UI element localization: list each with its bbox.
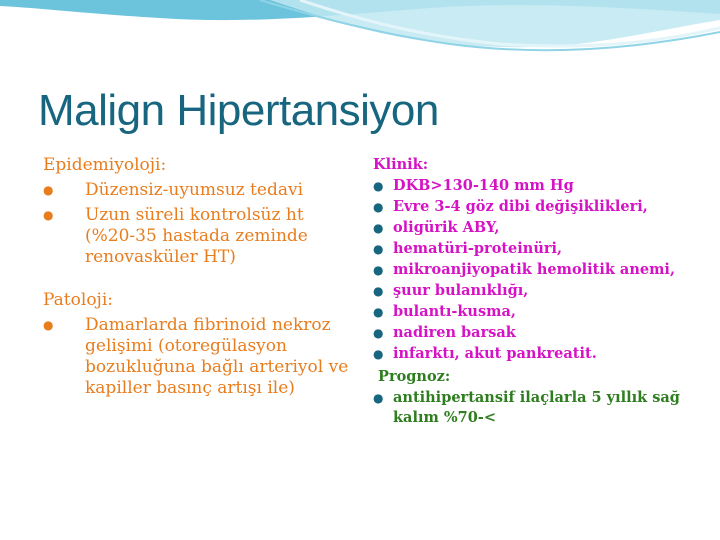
list-item: ● bulantı-kusma, <box>373 303 516 320</box>
bullet-icon: ● <box>373 242 384 256</box>
bullet-icon: ● <box>373 347 384 361</box>
bullet-icon: ● <box>373 263 384 277</box>
decorative-wave-header <box>0 0 720 80</box>
list-item: ● şuur bulanıklığı, <box>373 282 529 299</box>
bullet-icon: ● <box>373 305 384 319</box>
bullet-icon: ● <box>373 391 384 405</box>
pathology-list <box>43 315 353 399</box>
bullet-icon: ● <box>373 284 384 298</box>
bullet-icon: ● <box>373 179 384 193</box>
bullet-icon: ● <box>43 318 54 332</box>
clinic-heading: Klinik: <box>373 156 429 173</box>
list-item: ● oligürik ABY, <box>373 219 500 236</box>
list-item: ● antihipertansif ilaçlarla 5 yıllık sağ kalım %70-< <box>373 389 680 426</box>
list-item: ● Damarlarda fibrinoid nekroz gelişimi (otoregülasyon bozukluğuna bağlı arteriyol ve kapiller basınç artışı ile) <box>43 315 349 398</box>
slide-title: Malign Hipertansiyon <box>38 86 439 135</box>
list-item: ● DKB>130-140 mm Hg <box>373 177 574 194</box>
bullet-icon: ● <box>43 208 54 222</box>
list-item: ● nadiren barsak <box>373 324 516 341</box>
epidemiology-heading: Epidemiyoloji: <box>43 155 167 175</box>
clinic-list <box>373 176 703 364</box>
bullet-icon: ● <box>373 221 384 235</box>
bullet-icon: ● <box>43 183 54 197</box>
right-column <box>373 155 703 428</box>
bullet-icon: ● <box>373 326 384 340</box>
list-item: ● Uzun süreli kontrolsüz ht (%20-35 hastada zeminde renovasküler HT) <box>43 205 308 267</box>
list-item: ● hematüri-proteinüri, <box>373 240 563 257</box>
list-item: ● Düzensiz-uyumsuz tedavi <box>43 180 304 200</box>
list-item: ● mikroanjiyopatik hemolitik anemi, <box>373 261 675 278</box>
bullet-icon: ● <box>373 200 384 214</box>
epidemiology-list <box>43 180 353 268</box>
pathology-heading: Patoloji: <box>43 290 113 310</box>
list-item: ● infarktı, akut pankreatit. <box>373 345 597 362</box>
left-column <box>43 155 353 399</box>
list-item: ● Evre 3-4 göz dibi değişiklikleri, <box>373 198 648 215</box>
prognosis-list <box>373 388 703 428</box>
prognosis-heading: Prognoz: <box>373 368 451 385</box>
